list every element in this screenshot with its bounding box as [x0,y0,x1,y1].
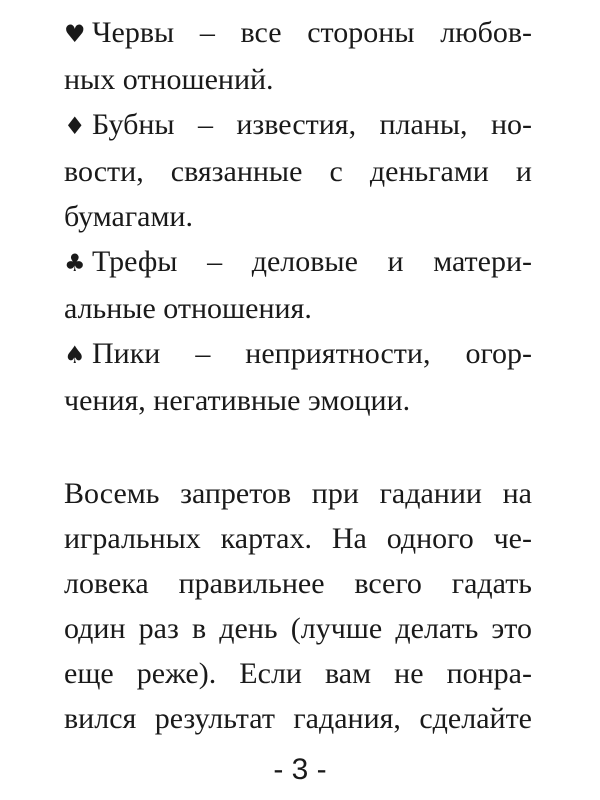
text-line [64,331,532,378]
text-line: бумагами. [64,200,193,233]
text-line: еще реже). Если вам не понра- [64,657,532,690]
text-line: чения, негативные эмоции. [64,384,411,417]
text-line: альные отношения. [64,292,312,325]
suit-paragraph-spades [64,331,532,423]
text-line [64,102,532,149]
suit-paragraph-hearts [64,10,532,102]
text-line: Восемь запретов при гадании на [64,477,532,510]
paragraph-spacer [64,423,532,471]
text-line: ных отношений. [64,63,274,96]
page-number: - 3 - [273,753,327,786]
text-line [64,10,532,57]
text-line-content: Бубны – известия, планы, но- [92,108,532,141]
text-line-content: Червы – все стороны любов- [92,16,532,49]
text-line: игральных картах. На одного че- [64,522,532,555]
page-content [64,10,532,741]
heart-icon: ♥ [64,20,86,48]
text-line: вости, связанные с деньгами и [64,155,532,188]
club-icon: ♣ [64,249,86,277]
text-line: один раз в день (лучше делать это [64,612,532,645]
spade-icon: ♠ [64,341,86,369]
text-line-content: Трефы – деловые и матери- [92,245,532,278]
text-line [64,239,532,286]
diamond-icon: ♦ [64,112,86,140]
text-line-content: Пики – неприятности, огор- [92,337,532,370]
suit-paragraph-clubs [64,239,532,331]
text-line: вился результат гадания, сделайте [64,702,532,735]
text-line: ловека правильнее всего гадать [64,567,532,600]
body-paragraph [64,471,532,741]
suit-paragraph-diamonds [64,102,532,239]
